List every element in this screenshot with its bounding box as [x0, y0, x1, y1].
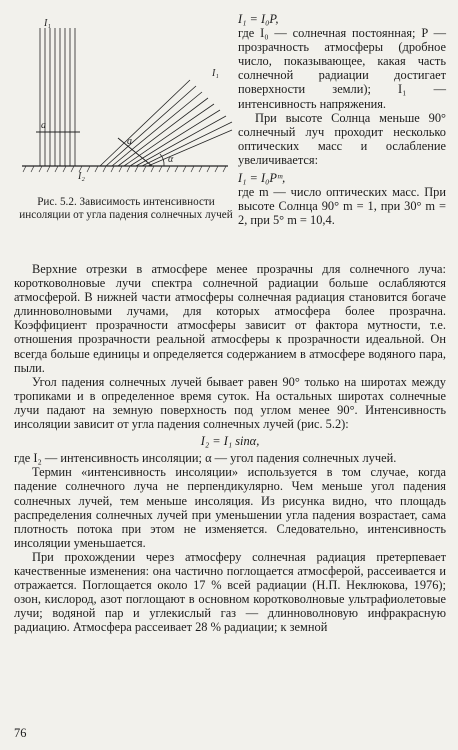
label-i2: I₂ [78, 171, 85, 182]
figure-5-2 [14, 14, 234, 196]
paragraph-1: Верхние отрезки в атмосфере менее прозрачны для солнечного луча: коротковолновые лучи спектра солнечной радиации больше ослабляются атмосферой. В нижней части атмосферы солнечная радиация становится богаче длинноволновыми лучами, для которых атмосфера более прозрачна. Коэффициент прозрачности атмосферы зависит от фактора мутности, т.е. отношения прозрачности реальной атмосферы к прозрачности идеальной. Он всегда больше единицы и определяется содержанием в атмосфере водяного пара, пыли. [14, 262, 446, 375]
optical-mass-paragraph: При высоте Солнца меньше 90° солнечный луч проходит несколько оптических масс и ослабление увеличивается: [238, 110, 446, 167]
formula-3: I₂ = I₁ sinα, [200, 434, 260, 449]
optical-mass-values: где m — число оптических масс. При высоте Солнца 90° m = 1, при 30° m = 2, при 5° m = 10,4. [238, 185, 446, 228]
right-column [238, 12, 446, 227]
figure-caption: Рис. 5.2. Зависимость интенсивности инсоляции от угла падения солнечных лучей [19, 196, 233, 222]
formula-1: I₁ = I₀P, [238, 12, 279, 26]
formula-2: I₁ = I₀Pᵐ, [238, 171, 286, 186]
insolation-angle-diagram [14, 14, 234, 196]
paragraph-5: При прохождении через атмосферу солнечная радиация претерпевает качественные изменения: она частично поглощается атмосферой, рассеивается и отражается. Поглощается около 17 % всей радиации (Н.П. Неклюкова, 1976); озон, кислород, азот поглощают в основном коротковолновые ультрафиолетовые лучи; водяной пар и углекислый газ — длинноволновую инфракрасную радиацию. Атмосфера рассеивает 28 % радиации; к земной [14, 549, 446, 635]
label-i1-right: I₁ [212, 68, 219, 79]
label-a-left: a [41, 120, 46, 131]
main-text [14, 262, 446, 634]
paragraph-2: Угол падения солнечных лучей бывает равен 90° только на широтах между тропиками и в определенное время суток. На остальных широтах солнечные лучи падают на земную поверхность под углом менее 90°. Интенсивность инсоляции зависит от угла падения солнечных лучей (рис. 5.2): [14, 374, 446, 432]
paragraph-3: где I₂ — интенсивность инсоляции; α — угол падения солнечных лучей. [14, 451, 397, 466]
label-i1-top: I₁ [44, 18, 51, 29]
definition-block: где I₀ — солнечная постоянная; P — прозрачность атмосферы (дробное число, показывающее, какая часть солнечной радиации достигает поверхности земли); I₁ — интенсивность напряжения. [238, 26, 446, 111]
paragraph-4: Термин «интенсивность инсоляции» используется в том случае, когда падение солнечного луча не перпендикулярно. Чем меньше угол падения солнечных лучей, тем меньше инсоляция. Из рисунка видно, что площадь распределения солнечных лучей при уменьшении угла падения возрастает, сама плотность потока при этом не изменяется. Следовательно, интенсивность инсоляции уменьшается. [14, 465, 446, 550]
label-alpha: α [168, 154, 174, 165]
page-number: 76 [14, 726, 27, 740]
label-a-right: a [127, 136, 132, 147]
